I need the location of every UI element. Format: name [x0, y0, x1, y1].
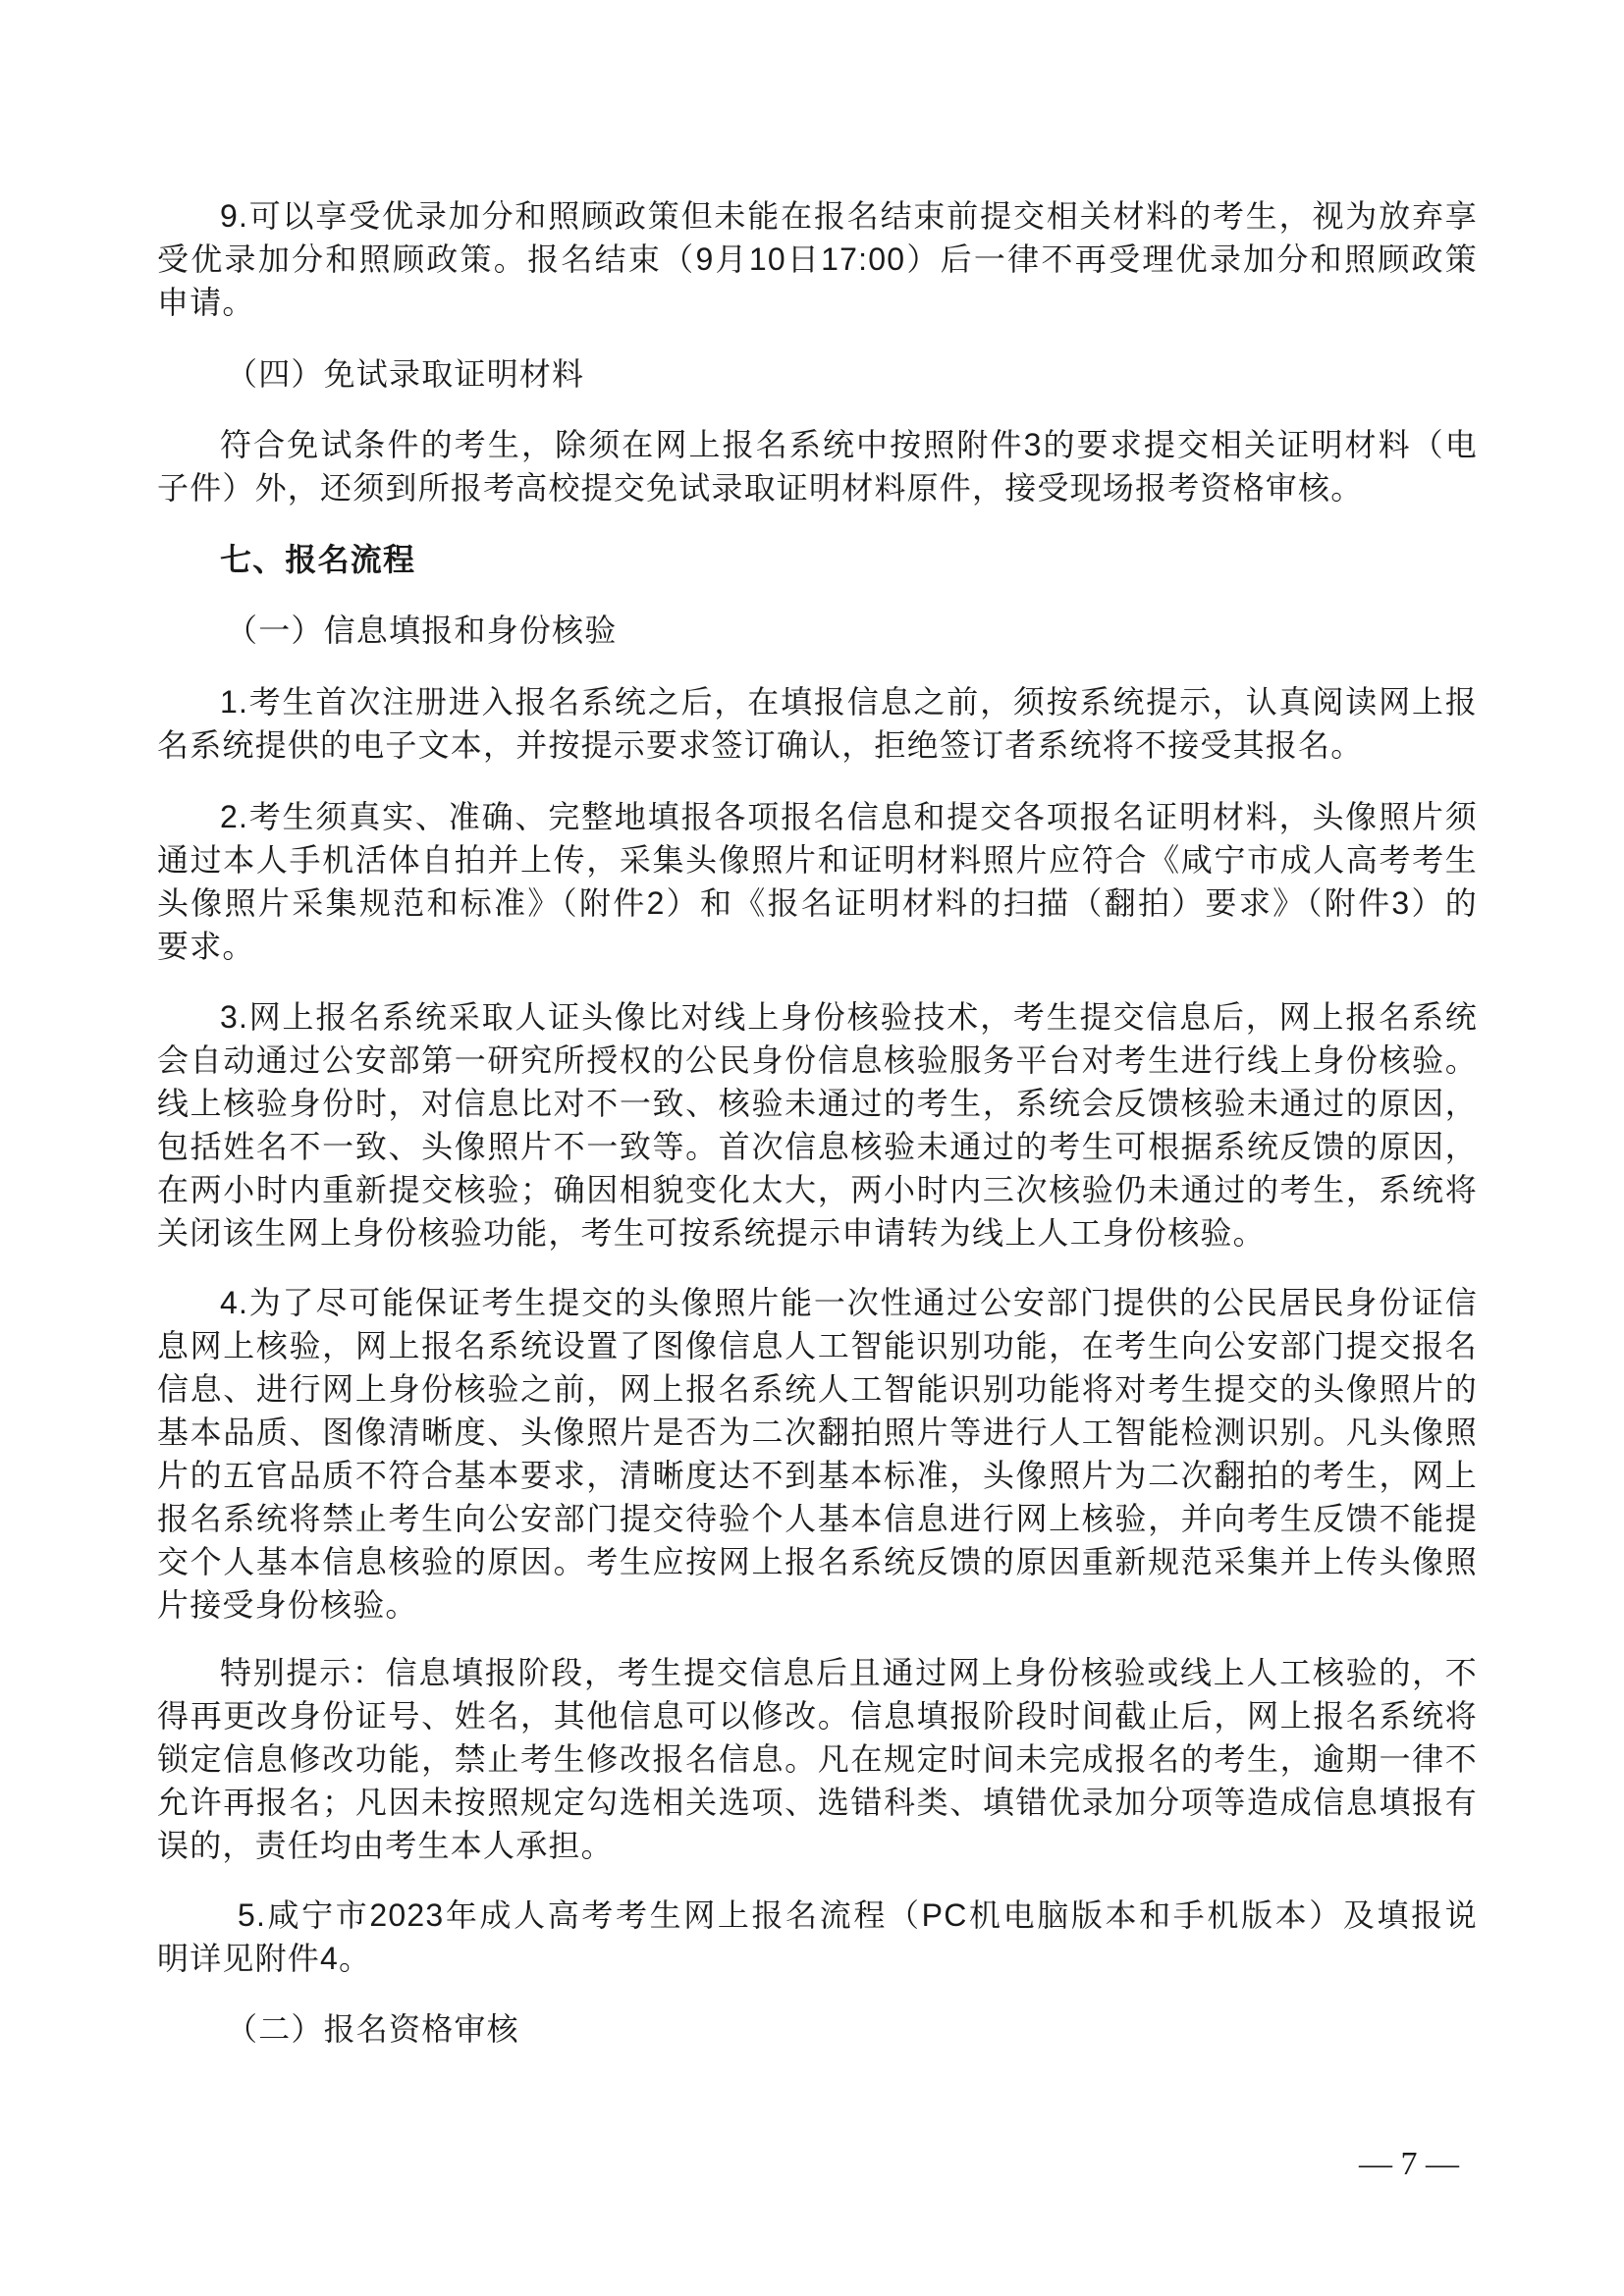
text-line: 关闭该生网上身份核验功能，考生可按系统提示申请转为线上人工身份核验。: [157, 1215, 1266, 1251]
text-line: 得再更改身份证号、姓名，其他信息可以修改。信息填报阶段时间截止后，网上报名系统将: [157, 1698, 1478, 1734]
chapter-heading: [157, 538, 1478, 581]
text-line: 申请。: [157, 285, 255, 320]
page-number: — 7 —: [1359, 2146, 1459, 2182]
heading-text: （一）信息填报和身份核验: [226, 613, 618, 648]
text-line: 2.考生须真实、准确、完整地填报各项报名信息和提交各项报名证明材料，头像照片须: [220, 799, 1478, 834]
text-line: 明详见附件4。: [157, 1941, 372, 1976]
text-line: 线上核验身份时，对信息比对不一致、核验未通过的考生，系统会反馈核验未通过的原因，: [157, 1086, 1478, 1121]
para-special-tip: [157, 1651, 1478, 1867]
text-line: 允许再报名；凡因未按照规定勾选相关选项、选错科类、填错优录加分项等造成信息填报有: [157, 1785, 1478, 1820]
heading-text: 七、报名流程: [220, 542, 416, 577]
text-line: 名系统提供的电子文本，并按提示要求签订确认，拒绝签订者系统将不接受其报名。: [157, 727, 1364, 763]
text-line: 4.为了尽可能保证考生提交的头像照片能一次性通过公安部门提供的公民居民身份证信: [220, 1285, 1478, 1320]
text-line: 头像照片采集规范和标准》（附件2）和《报名证明材料的扫描（翻拍）要求》（附件3）的: [157, 885, 1478, 921]
text-line: 3.网上报名系统采取人证头像比对线上身份核验技术，考生提交信息后，网上报名系统: [220, 999, 1478, 1035]
para-item-9: [157, 194, 1478, 324]
text-line: 通过本人手机活体自拍并上传，采集头像照片和证明材料照片应符合《咸宁市成人高考考生: [157, 842, 1478, 878]
text-line: 会自动通过公安部第一研究所授权的公民身份信息核验服务平台对考生进行线上身份核验。: [157, 1042, 1478, 1078]
para-item-4: [157, 1281, 1478, 1627]
text-line: 1.考生首次注册进入报名系统之后，在填报信息之前，须按系统提示，认真阅读网上报: [220, 684, 1478, 720]
text-line: 5.咸宁市2023年成人高考考生网上报名流程（PC机电脑版本和手机版本）及填报说: [238, 1897, 1478, 1933]
para-exempt: [157, 423, 1478, 509]
text-line: 符合免试条件的考生，除须在网上报名系统中按照附件3的要求提交相关证明材料（电: [220, 427, 1478, 462]
para-item-3: [157, 995, 1478, 1255]
text-line: 误的，责任均由考生本人承担。: [157, 1828, 614, 1863]
heading-text: （四）免试录取证明材料: [226, 356, 585, 392]
text-line: 报名系统将禁止考生向公安部门提交待验个人基本信息进行网上核验，并向考生反馈不能提: [157, 1501, 1478, 1536]
text-line: 锁定信息修改功能，禁止考生修改报名信息。凡在规定时间未完成报名的考生，逾期一律不: [157, 1741, 1478, 1777]
text-line: 交个人基本信息核验的原因。考生应按网上报名系统反馈的原因重新规范采集并上传头像照: [157, 1544, 1478, 1579]
para-item-1: [157, 680, 1478, 767]
section-heading-info: [157, 609, 1478, 652]
text-line: 包括姓名不一致、头像照片不一致等。首次信息核验未通过的考生可根据系统反馈的原因，: [157, 1129, 1478, 1164]
text-line: 片的五官品质不符合基本要求，清晰度达不到基本标准，头像照片为二次翻拍的考生，网上: [157, 1458, 1478, 1493]
para-item-2: [157, 795, 1478, 968]
text-line: 子件）外，还须到所报考高校提交免试录取证明材料原件，接受现场报考资格审核。: [157, 470, 1364, 506]
text-line: 片接受身份核验。: [157, 1587, 418, 1623]
text-line: 信息、进行网上身份核验之前，网上报名系统人工智能识别功能将对考生提交的头像照片的: [157, 1371, 1478, 1407]
section-heading-exempt: [157, 352, 1478, 396]
text-line: 9.可以享受优录加分和照顾政策但未能在报名结束前提交相关材料的考生，视为放弃享: [220, 198, 1478, 234]
text-line: 息网上核验，网上报名系统设置了图像信息人工智能识别功能，在考生向公安部门提交报名: [157, 1328, 1478, 1363]
text-line: 受优录加分和照顾政策。报名结束（9月10日17:00）后一律不再受理优录加分和照顾政策: [157, 241, 1478, 277]
para-item-5: [157, 1894, 1478, 1980]
text-line: 要求。: [157, 929, 255, 964]
text-line: 特别提示：信息填报阶段，考生提交信息后且通过网上身份核验或线上人工核验的，不: [220, 1655, 1478, 1690]
section-heading-review: [157, 2007, 1478, 2051]
text-line: 基本品质、图像清晰度、头像照片是否为二次翻拍照片等进行人工智能检测识别。凡头像照: [157, 1415, 1478, 1450]
heading-text: （二）报名资格审核: [226, 2011, 519, 2047]
text-line: 在两小时内重新提交核验；确因相貌变化太大，两小时内三次核验仍未通过的考生，系统将: [157, 1172, 1478, 1207]
